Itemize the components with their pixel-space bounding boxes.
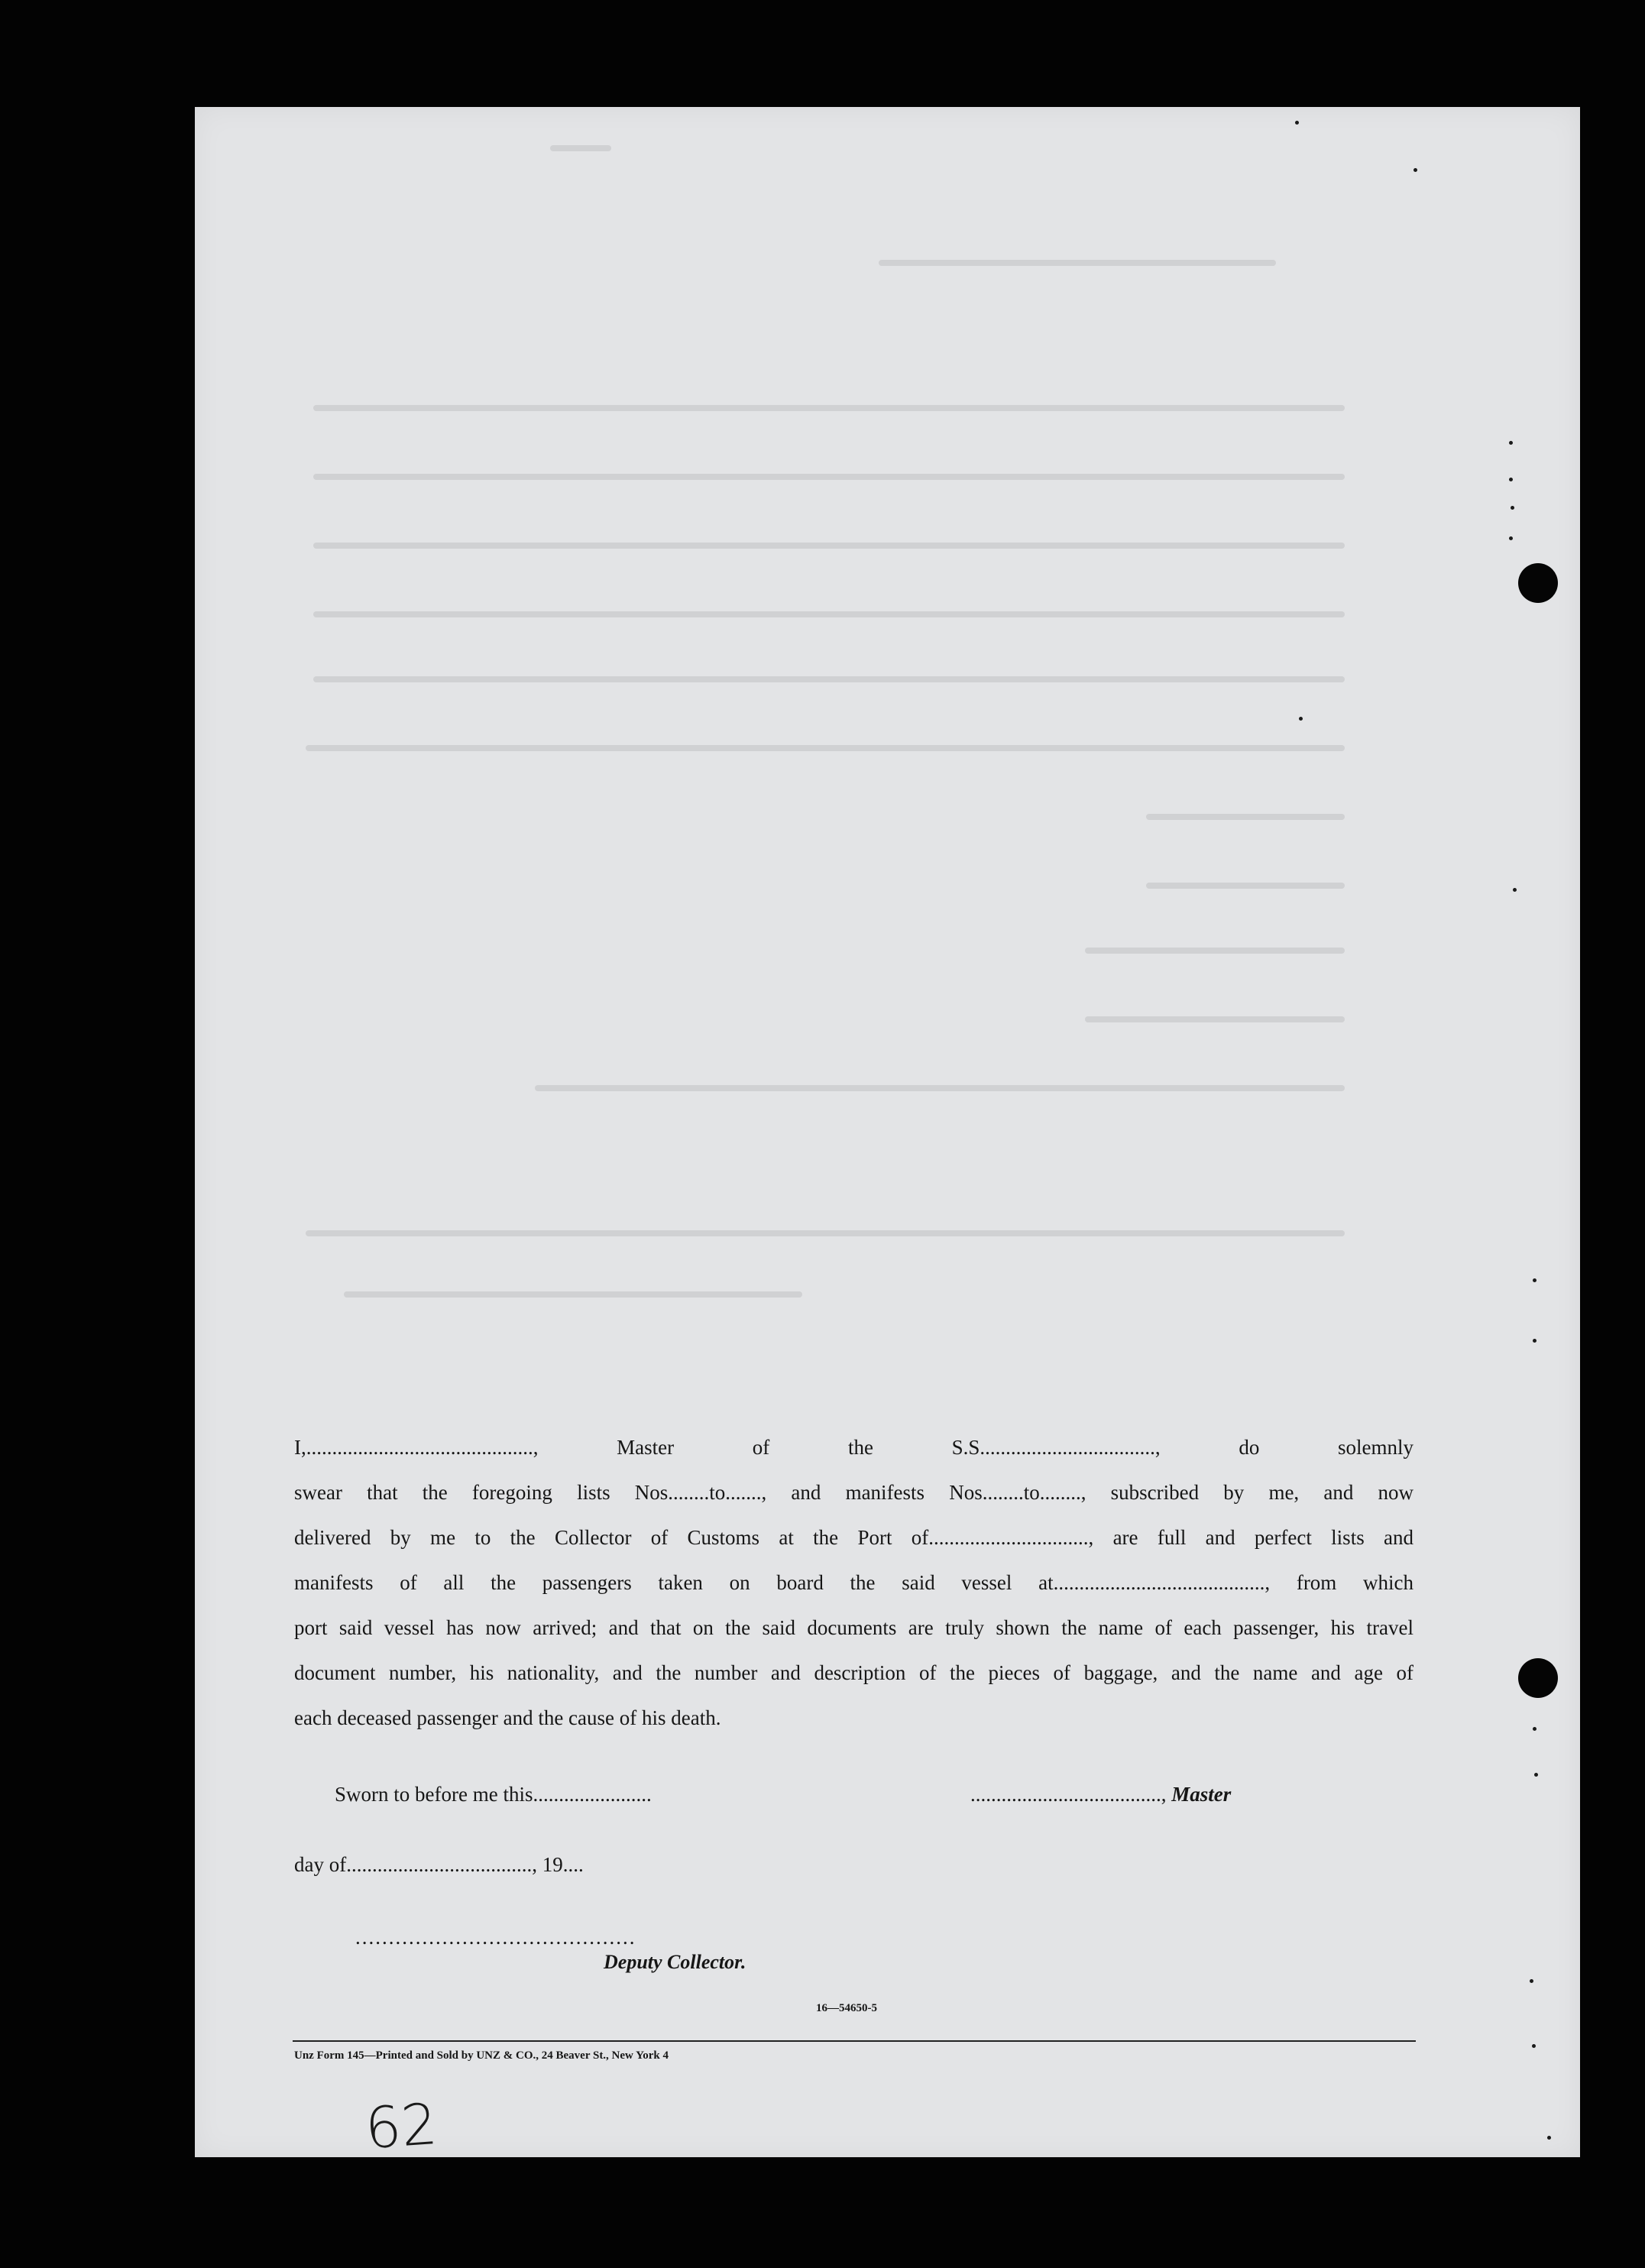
- bleed-through-mark: [306, 745, 1345, 751]
- bleed-through-mark: [879, 260, 1276, 266]
- day-of-line: day of...................................., 19....: [294, 1853, 584, 1876]
- speck-mark: [1413, 168, 1417, 172]
- speck-mark: [1530, 1979, 1533, 1983]
- bleed-through-mark: [550, 145, 611, 151]
- oath-line: document number, his nationality, and the number and description of the pieces of baggage, and the name and age of: [294, 1661, 1413, 1684]
- binder-hole: [1518, 1658, 1558, 1698]
- form-number: 16—54650-5: [816, 2002, 877, 2014]
- bleed-through-mark: [313, 405, 1345, 411]
- bleed-through-mark: [1085, 948, 1345, 954]
- speck-mark: [1511, 506, 1514, 510]
- bleed-through-mark: [306, 1230, 1345, 1236]
- document-page: [195, 107, 1580, 2157]
- master-signature-line: [970, 1783, 1231, 1806]
- oath-line: manifests of all the passengers taken on board the said vessel at........................................., from which: [294, 1571, 1413, 1594]
- oath-line: each deceased passenger and the cause of his death.: [294, 1706, 721, 1729]
- speck-mark: [1534, 1773, 1538, 1777]
- bleed-through-mark: [313, 474, 1345, 480]
- deputy-collector-label: Deputy Collector.: [604, 1951, 746, 1973]
- bleed-through-mark: [344, 1291, 802, 1298]
- footer-divider: [293, 2040, 1416, 2042]
- bleed-through-mark: [535, 1085, 1345, 1091]
- bleed-through-mark: [313, 543, 1345, 549]
- oath-line: swear that the foregoing lists Nos........to......., and manifests Nos........to........, subscribed by me, and now: [294, 1481, 1413, 1504]
- speck-mark: [1533, 1339, 1537, 1343]
- handwritten-page-number: 62: [363, 2091, 440, 2163]
- speck-mark: [1532, 2044, 1536, 2048]
- speck-mark: [1295, 121, 1299, 125]
- master-label: Master: [1171, 1783, 1232, 1806]
- binder-hole: [1518, 563, 1558, 603]
- bleed-through-mark: [313, 611, 1345, 617]
- master-signature-dots: .....................................,: [970, 1783, 1172, 1806]
- speck-mark: [1513, 888, 1517, 892]
- oath-line: I,............................................, Master of the S.S.................................., do solemnly: [294, 1436, 1413, 1459]
- bleed-through-mark: [1146, 814, 1345, 820]
- bleed-through-mark: [1085, 1016, 1345, 1022]
- speck-mark: [1533, 1278, 1537, 1282]
- speck-mark: [1509, 478, 1513, 481]
- bleed-through-mark: [1146, 883, 1345, 889]
- speck-mark: [1533, 1727, 1537, 1731]
- bleed-through-mark: [313, 676, 1345, 682]
- printer-credit: Unz Form 145—Printed and Sold by UNZ & CO., 24 Beaver St., New York 4: [294, 2049, 669, 2062]
- speck-mark: [1509, 536, 1513, 540]
- oath-line: port said vessel has now arrived; and that on the said documents are truly shown the name of each passenger, his travel: [294, 1616, 1413, 1639]
- speck-mark: [1547, 2136, 1551, 2140]
- sworn-statement: Sworn to before me this.......................: [335, 1783, 652, 1806]
- oath-paragraph: [294, 1425, 1413, 1741]
- speck-mark: [1509, 441, 1513, 445]
- deputy-collector-signature-line: ..........................................: [355, 1926, 636, 1949]
- speck-mark: [1299, 717, 1303, 721]
- oath-line: delivered by me to the Collector of Customs at the Port of..............................., are full and perfect lists and: [294, 1526, 1413, 1549]
